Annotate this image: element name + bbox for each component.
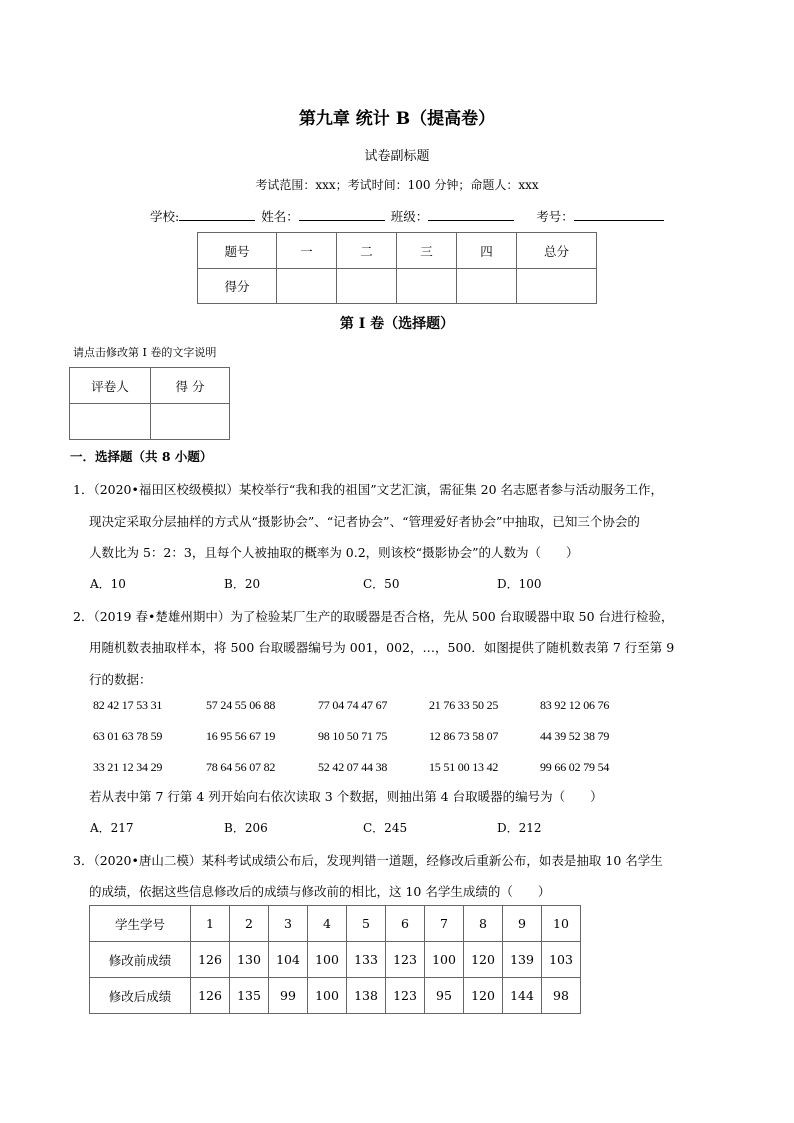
random-number-group: 52 42 07 44 38 [318,760,388,774]
q1-option-c[interactable]: C．50 [363,577,400,591]
grades-table [89,905,581,1014]
number-field[interactable] [574,207,664,221]
score-after-cell: 123 [386,978,425,1014]
q1-option-b[interactable]: B．20 [224,577,261,591]
random-number-group: 99 66 02 79 54 [540,760,610,774]
random-number-group: 12 86 73 58 07 [429,729,499,743]
score-after-cell: 120 [464,978,503,1014]
score-header-cell: 三 [397,233,457,269]
random-number-group: 44 39 52 38 79 [540,729,610,743]
score-input-cell[interactable] [397,269,457,304]
score-before-cell: 100 [425,942,464,978]
random-number-group: 63 01 63 78 59 [93,729,163,743]
q2-line: 行的数据： [89,672,152,687]
score-after-cell: 99 [269,978,308,1014]
student-id-cell: 8 [464,906,503,942]
exam-info: 考试范围：xxx；考试时间：100 分钟；命题人：xxx [255,178,539,192]
score-input-cell[interactable] [337,269,397,304]
random-number-group: 77 04 74 47 67 [318,698,388,712]
random-number-group: 15 51 00 13 42 [429,760,499,774]
q1-option-d[interactable]: D．100 [497,577,542,591]
random-number-group: 82 42 17 53 31 [93,698,163,712]
student-id-cell: 4 [308,906,347,942]
section-title: 第 I 卷（选择题） [339,316,455,332]
score-input-cell[interactable] [277,269,337,304]
school-label: 学校: [150,209,180,224]
student-info-line [150,207,664,225]
student-id-cell: 5 [347,906,386,942]
score-label: 得 分 [151,368,230,404]
q2-option-d[interactable]: D．212 [497,821,542,835]
score-after-cell: 98 [542,978,581,1014]
random-number-group: 57 24 55 06 88 [206,698,276,712]
grades-row-label: 学生学号 [90,906,191,942]
grader-table [69,367,230,440]
score-header-cell: 四 [457,233,517,269]
q1-line: 人数比为 5：2：3，且每个人被抽取的概率为 0.2，则该校“摄影协会”的人数为（ ） [89,545,579,560]
score-after-cell: 138 [347,978,386,1014]
q3-line: 的成绩，依据这些信息修改后的成绩与修改前的相比，这 10 名学生成绩的（ ） [89,884,551,899]
score-after-cell: 126 [191,978,230,1014]
q2-option-b[interactable]: B．206 [224,821,268,835]
random-number-group: 33 21 12 34 29 [93,760,163,774]
score-row-label: 得分 [198,269,277,304]
score-after-cell: 100 [308,978,347,1014]
student-id-cell: 10 [542,906,581,942]
score-before-cell: 123 [386,942,425,978]
q2-line: 用随机数表抽取样本，将 500 台取暖器编号为 001，002，…，500．如图提供了随机数表第 7 行至第 9 [89,640,675,655]
page-subtitle: 试卷副标题 [364,149,430,164]
q1-option-a[interactable]: A．10 [90,577,126,591]
score-before-cell: 104 [269,942,308,978]
score-header-cell: 二 [337,233,397,269]
class-field[interactable] [428,207,514,221]
student-id-cell: 2 [230,906,269,942]
number-label: 考号： [536,209,574,224]
score-table [197,232,597,304]
q3-line: 3．（2020•唐山二模）某科考试成绩公布后，发现判错一道题，经修改后重新公布，如表是抽取 10 名学生 [73,853,663,868]
student-id-cell: 1 [191,906,230,942]
score-header-cell: 一 [277,233,337,269]
score-before-cell: 126 [191,942,230,978]
score-before-cell: 130 [230,942,269,978]
score-before-cell: 100 [308,942,347,978]
q2-option-c[interactable]: C．245 [363,821,408,835]
q2-line: 2．（2019 春•楚雄州期中）为了检验某厂生产的取暖器是否合格，先从 500 台取暖器中取 50 台进行检验， [73,609,674,624]
q2-option-a[interactable]: A．217 [90,821,134,835]
student-id-cell: 9 [503,906,542,942]
grader-input-cell[interactable] [70,404,151,440]
name-field[interactable] [299,207,385,221]
grades-row-label: 修改后成绩 [90,978,191,1014]
score-input-cell[interactable] [457,269,517,304]
random-number-group: 78 64 56 07 82 [206,760,276,774]
student-id-cell: 7 [425,906,464,942]
score-after-cell: 95 [425,978,464,1014]
part-heading: 一．选择题（共 8 小题） [70,449,213,464]
score-before-cell: 103 [542,942,581,978]
grades-row-label: 修改前成绩 [90,942,191,978]
random-number-group: 98 10 50 71 75 [318,729,388,743]
page-title: 第九章 统计 B（提高卷） [298,109,496,129]
score-before-cell: 133 [347,942,386,978]
q1-line: 1．（2020•福田区校级模拟）某校举行“我和我的祖国”文艺汇演，需征集 20 名志愿者参与活动服务工作， [73,482,664,497]
random-number-group: 83 92 12 06 76 [540,698,610,712]
name-label: 姓名： [261,209,299,224]
score-after-cell: 144 [503,978,542,1014]
student-id-cell: 6 [386,906,425,942]
grader-label: 评卷人 [70,368,151,404]
random-number-group: 16 95 56 67 19 [206,729,276,743]
q2-line: 若从表中第 7 行第 4 列开始向右依次读取 3 个数据，则抽出第 4 台取暖器的编号为（ ） [89,789,603,804]
score-before-cell: 139 [503,942,542,978]
score-header-cell: 题号 [198,233,277,269]
score-input-cell[interactable] [151,404,230,440]
student-id-cell: 3 [269,906,308,942]
q1-line: 现决定采取分层抽样的方式从“摄影协会”、“记者协会”、“管理爱好者协会”中抽取，已知三个协会的 [89,514,640,529]
section-note[interactable]: 请点击修改第 I 卷的文字说明 [73,346,217,359]
random-number-group: 21 76 33 50 25 [429,698,499,712]
school-field[interactable] [179,207,255,221]
score-after-cell: 135 [230,978,269,1014]
score-input-cell[interactable] [517,269,597,304]
score-header-cell: 总分 [517,233,597,269]
score-before-cell: 120 [464,942,503,978]
class-label: 班级： [390,209,429,224]
